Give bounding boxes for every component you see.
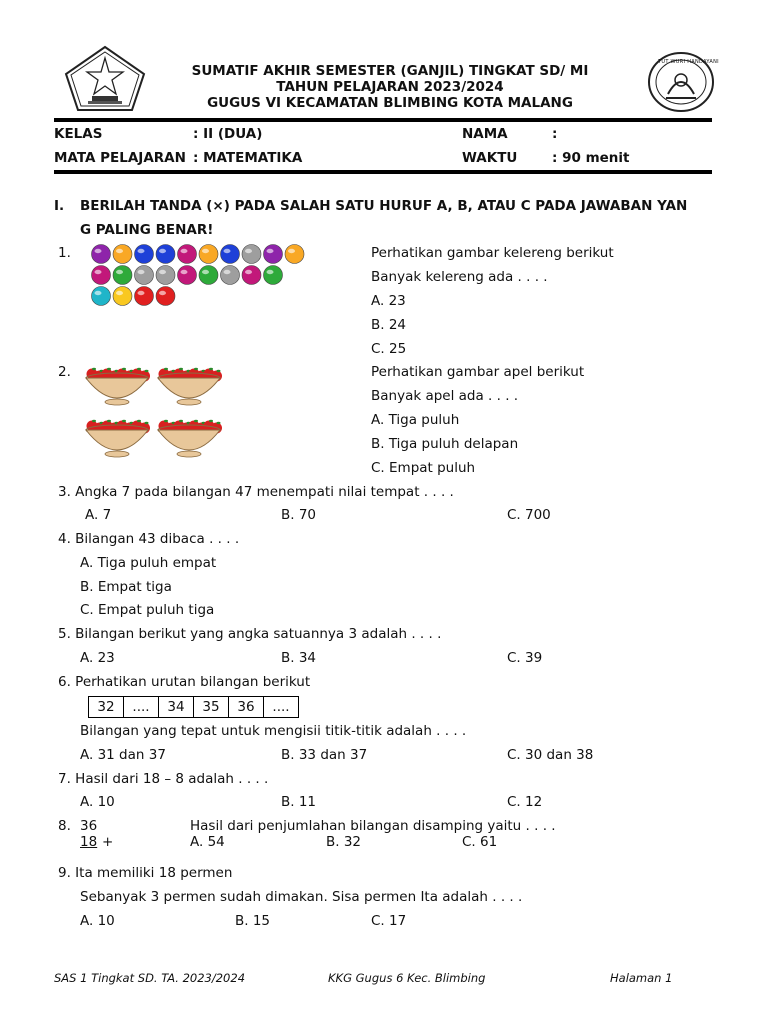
sequence-box: .... (124, 697, 159, 717)
sequence-box: .... (272, 699, 290, 715)
marble (221, 266, 240, 285)
q9-text: 9. Ita memiliki 18 permen (58, 865, 233, 881)
header-title-line2: TAHUN PELAJARAN 2023/2024 (276, 79, 504, 95)
marbles-image (90, 244, 310, 306)
q8-text: Hasil dari penjumlahan bilangan disamping yaitu . . . . (190, 818, 556, 834)
logo-motto: TUT WURI HANDAYANI (658, 59, 719, 65)
q6-option-c[interactable]: C. 30 dan 38 (507, 747, 594, 763)
apple-bowl (86, 368, 150, 405)
marble (92, 266, 111, 285)
q2-number: 2. (58, 364, 71, 380)
marble (113, 287, 132, 306)
q7-option-c[interactable]: C. 12 (507, 794, 543, 810)
q2-option-c[interactable]: C. Empat puluh (371, 460, 476, 476)
q3-text: 3. Angka 7 pada bilangan 47 menempati nilai tempat . . . . (58, 484, 454, 500)
marble (92, 287, 111, 306)
q8-number: 8. (58, 818, 71, 834)
q5-option-a[interactable]: A. 23 (80, 650, 115, 666)
kelas-label: KELAS (54, 126, 103, 142)
marble (113, 266, 132, 285)
mapel-label: MATA PELAJARAN (54, 150, 186, 166)
q9-question: Sebanyak 3 permen sudah dimakan. Sisa permen Ita adalah . . . . (80, 889, 523, 905)
footer-page-number: Halaman 1 (610, 971, 673, 985)
q9-option-b[interactable]: B. 15 (235, 913, 271, 929)
section-instruction-line1: BERILAH TANDA (×) PADA SALAH SATU HURUF A, B, ATAU C PADA JAWABAN YAN (80, 198, 688, 214)
apple-bowl (158, 420, 222, 457)
marble (242, 266, 261, 285)
marble (264, 245, 283, 264)
q9-option-c[interactable]: C. 17 (371, 913, 407, 929)
q5-option-c[interactable]: C. 39 (507, 650, 543, 666)
waktu-label: WAKTU (462, 150, 518, 166)
header-rule-top (54, 118, 712, 122)
q8-plus-sign: + (102, 834, 114, 850)
q1-question: Banyak kelereng ada . . . . (371, 269, 548, 285)
q8-option-a[interactable]: A. 54 (190, 834, 225, 850)
q1-option-c[interactable]: C. 25 (371, 341, 407, 357)
apple-bowl (86, 420, 150, 457)
q5-text: 5. Bilangan berikut yang angka satuannya 3 adalah . . . . (58, 626, 442, 642)
q5-option-b[interactable]: B. 34 (281, 650, 317, 666)
sequence-box: 34 (159, 697, 194, 717)
waktu-value: : 90 menit (552, 150, 630, 166)
q6-text: 6. Perhatikan urutan bilangan berikut (58, 674, 311, 690)
q7-option-a[interactable]: A. 10 (80, 794, 115, 810)
marble (178, 245, 197, 264)
nama-value: : (552, 126, 558, 142)
sequence-box: 32 (89, 697, 124, 717)
q4-option-b[interactable]: B. Empat tiga (80, 579, 172, 595)
q6-option-b[interactable]: B. 33 dan 37 (281, 747, 368, 763)
marble (135, 266, 154, 285)
q4-text: 4. Bilangan 43 dibaca . . . . (58, 531, 240, 547)
marble (92, 245, 111, 264)
q1-option-a[interactable]: A. 23 (371, 293, 406, 309)
marble (135, 245, 154, 264)
q7-option-b[interactable]: B. 11 (281, 794, 317, 810)
q8-option-c[interactable]: C. 61 (462, 834, 498, 850)
marble (285, 245, 304, 264)
q2-text: Perhatikan gambar apel berikut (371, 364, 585, 380)
header-rule-bottom (54, 170, 712, 174)
marble (242, 245, 261, 264)
header-title-line1: SUMATIF AKHIR SEMESTER (GANJIL) TINGKAT SD/ MI (191, 63, 589, 79)
q8-option-b[interactable]: B. 32 (326, 834, 362, 850)
marble (156, 266, 175, 285)
q6-option-a[interactable]: A. 31 dan 37 (80, 747, 166, 763)
q9-option-a[interactable]: A. 10 (80, 913, 115, 929)
q1-text: Perhatikan gambar kelereng berikut (371, 245, 614, 261)
q3-option-c[interactable]: C. 700 (507, 507, 551, 523)
marble (264, 266, 283, 285)
mapel-value: : MATEMATIKA (193, 150, 303, 166)
marble (221, 245, 240, 264)
q4-option-a[interactable]: A. Tiga puluh empat (80, 555, 217, 571)
number-sequence-boxes (88, 696, 299, 718)
marble (199, 245, 218, 264)
section-instruction-line2: G PALING BENAR! (80, 222, 214, 238)
q2-question: Banyak apel ada . . . . (371, 388, 519, 404)
marble (113, 245, 132, 264)
q8-addend-top: 36 (80, 818, 98, 834)
q2-option-b[interactable]: B. Tiga puluh delapan (371, 436, 519, 452)
footer-left: SAS 1 Tingkat SD. TA. 2023/2024 (54, 971, 246, 985)
sequence-box: 35 (194, 697, 229, 717)
q7-text: 7. Hasil dari 18 – 8 adalah . . . . (58, 771, 269, 787)
apple-bowl (158, 368, 222, 405)
marble (199, 266, 218, 285)
marble (156, 245, 175, 264)
q3-option-a[interactable]: A. 7 (85, 507, 112, 523)
q2-option-a[interactable]: A. Tiga puluh (371, 412, 460, 428)
q3-option-b[interactable]: B. 70 (281, 507, 317, 523)
kelas-value: : II (DUA) (193, 126, 263, 142)
marble (178, 266, 197, 285)
footer-center: KKG Gugus 6 Kec. Blimbing (328, 971, 486, 985)
header-title-line3: GUGUS VI KECAMATAN BLIMBING KOTA MALANG (207, 95, 573, 111)
marble (156, 287, 175, 306)
q1-number: 1. (58, 245, 71, 261)
q8-addend-bottom: 18 (80, 834, 98, 850)
q4-option-c[interactable]: C. Empat puluh tiga (80, 602, 215, 618)
nama-label: NAMA (462, 126, 508, 142)
q6-question: Bilangan yang tepat untuk mengisii titik-titik adalah . . . . (80, 723, 467, 739)
marble (135, 287, 154, 306)
apple-bowls-image (82, 362, 228, 466)
section-number: I. (54, 198, 65, 214)
sequence-box: 36 (229, 697, 264, 717)
q1-option-b[interactable]: B. 24 (371, 317, 407, 333)
